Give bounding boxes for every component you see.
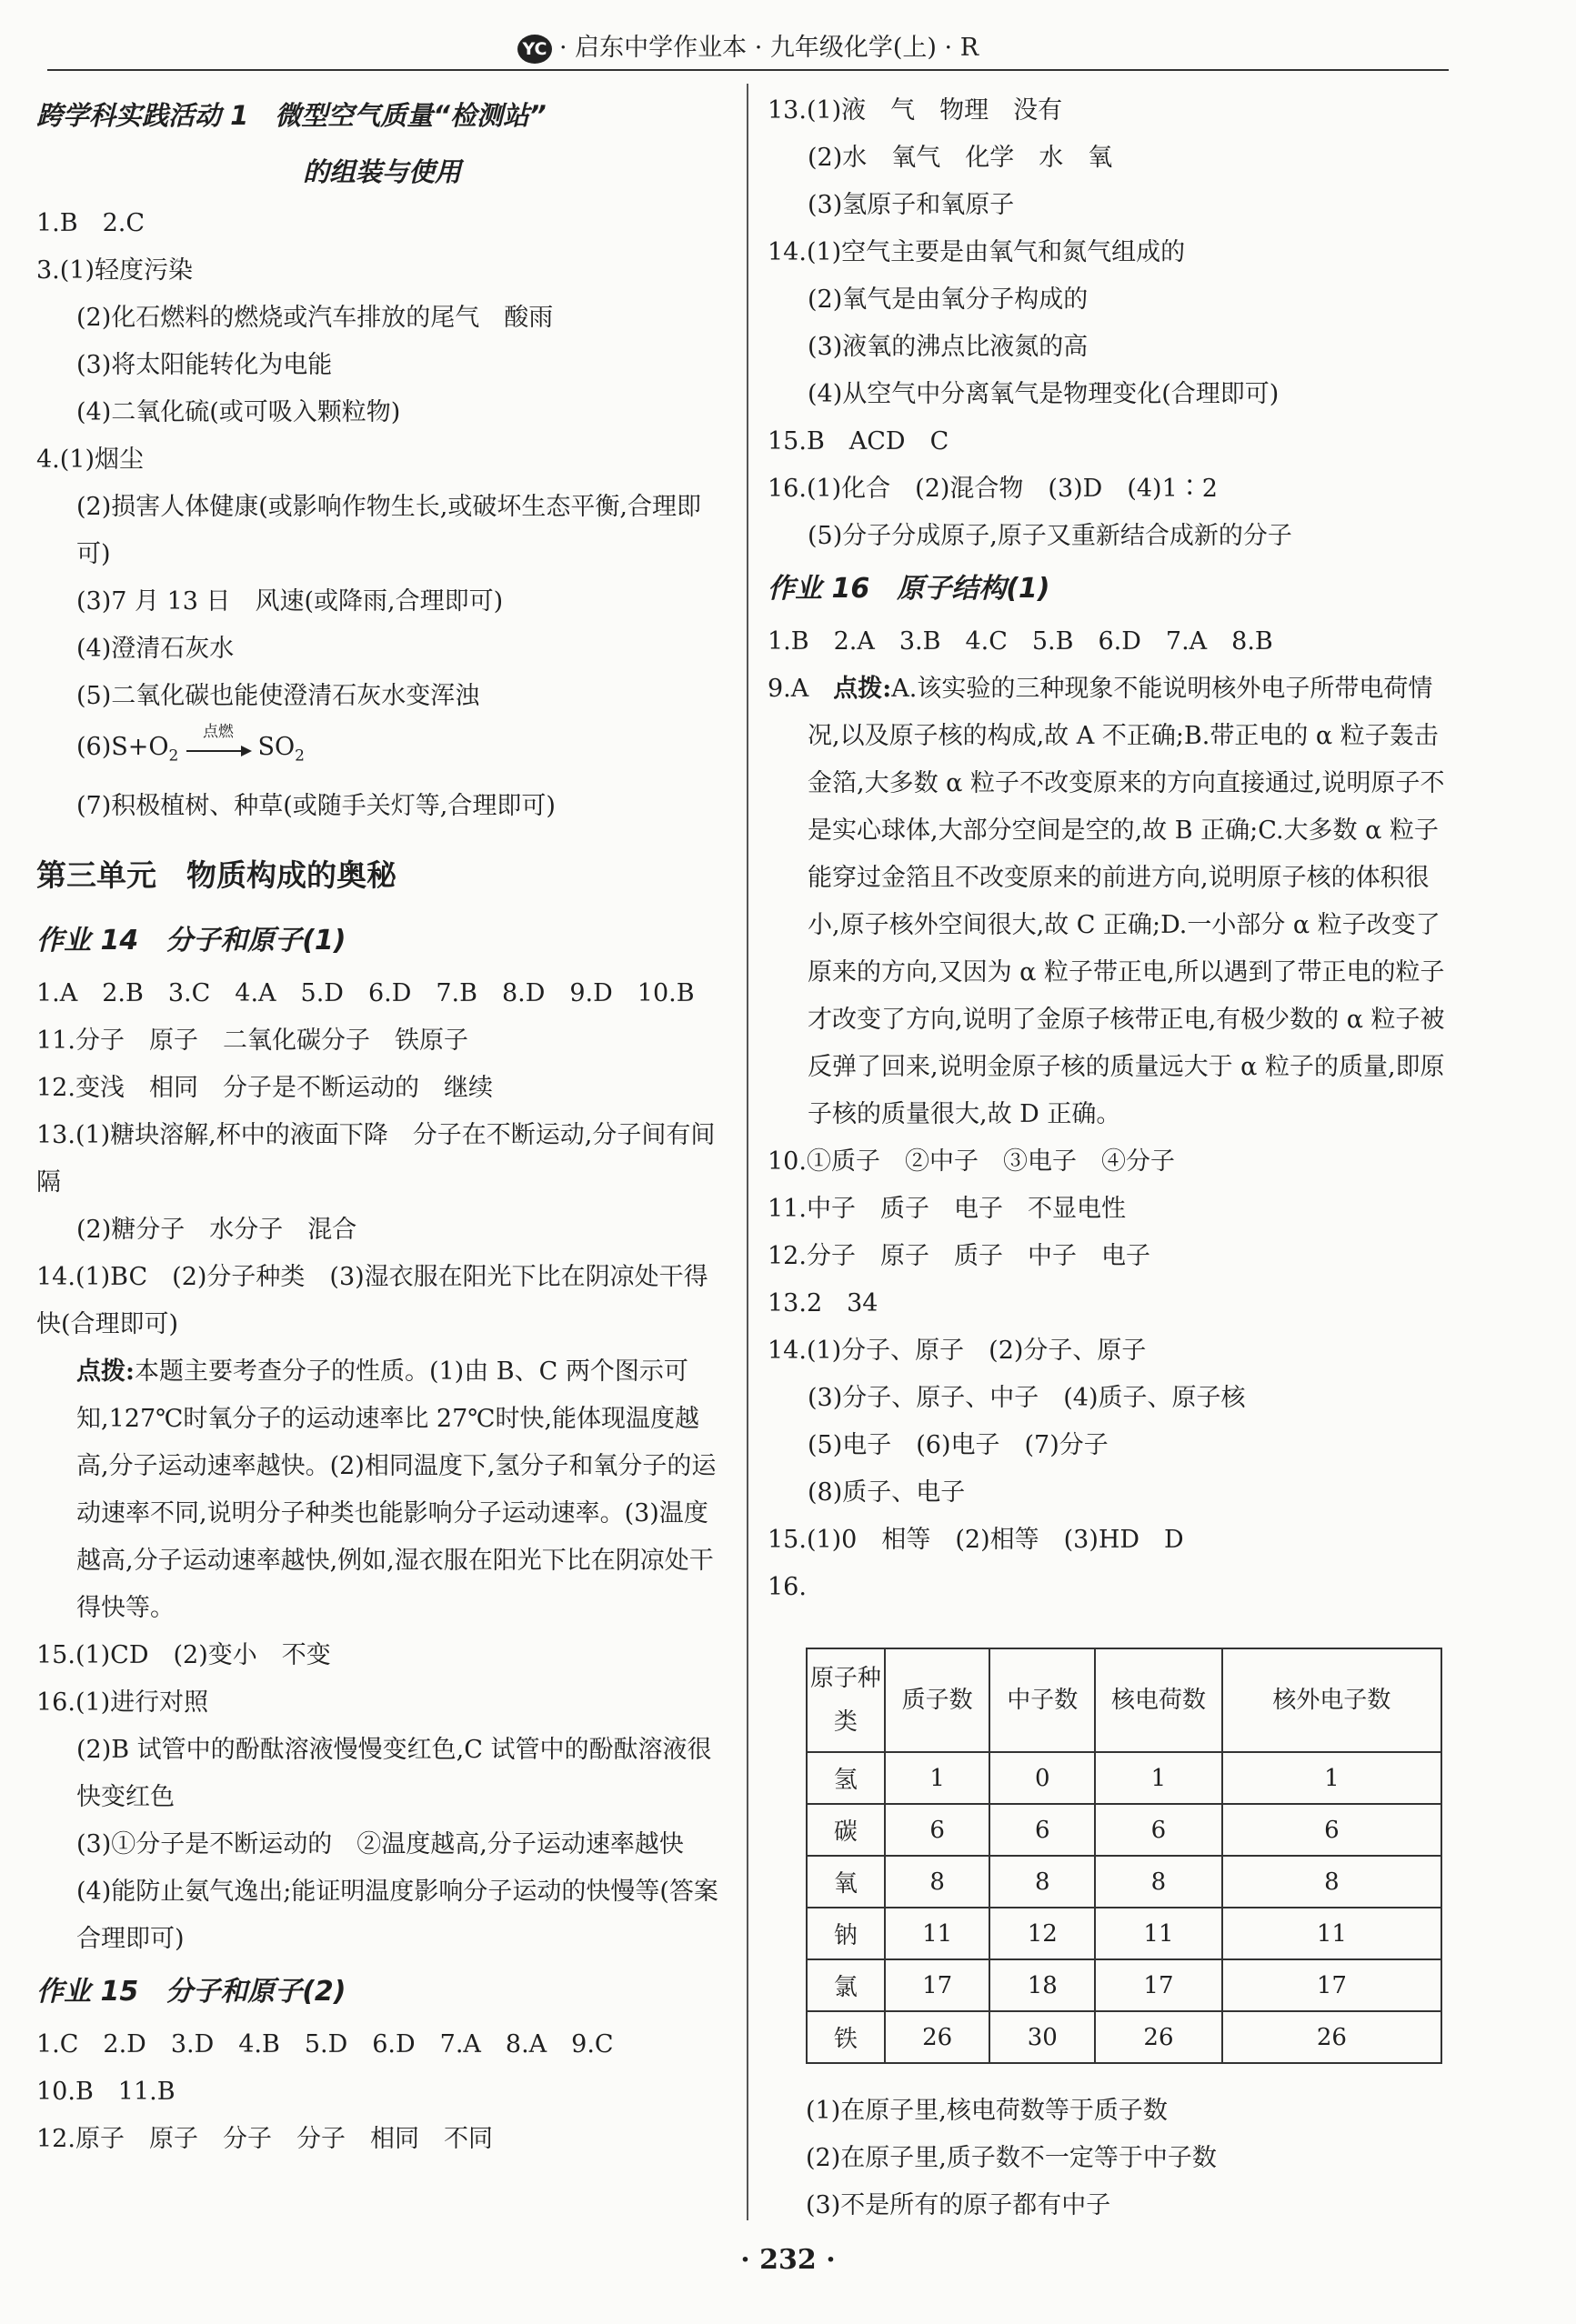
table-cell: 6	[885, 1804, 990, 1856]
answer-line: (2)损害人体健康(或影响作物生长,或破坏生态平衡,合理即可)	[76, 493, 701, 568]
table-cell: 8	[885, 1856, 990, 1908]
tip-label: 点拨:	[833, 675, 892, 703]
answer-line: 16.(1)化合 (2)混合物 (3)D (4)1∶2	[768, 475, 1218, 503]
answer-number: 9.A	[768, 675, 834, 703]
table-row	[807, 1752, 1441, 1804]
page-header	[47, 27, 1449, 71]
tip-text: 本题主要考查分子的性质。(1)由 B、C 两个图示可知,127℃时氧分子的运动速率比 27℃时快,能体现温度越高,分子运动速率越快。(2)相同温度下,氢分子和氧分子的运动速率不同,说明分子种类也能影响分子运动速率。(3)温度越高,分子运动速率越快,例如,湿衣服在阳光下比在阴凉处干得快等。	[76, 1357, 717, 1623]
table-cell: 0	[989, 1752, 1095, 1804]
answer-line: (3)①分子是不断运动的 ②温度越高,分子运动速率越快	[76, 1830, 684, 1859]
answer-line: 10.①质子 ②中子 ③电子 ④分子	[768, 1147, 1175, 1176]
chemical-equation	[36, 720, 728, 783]
table-cell: 8	[1095, 1856, 1222, 1908]
answer-line: 1.B 2.A 3.B 4.C 5.B 6.D 7.A 8.B	[768, 627, 1273, 656]
activity-title-line2: 的组装与使用	[302, 156, 461, 187]
equation-subscript: 2	[168, 746, 179, 766]
left-column	[36, 87, 728, 2163]
reaction-arrow	[186, 722, 250, 757]
homework-title: 作业 15 分子和原子(2)	[36, 1976, 346, 2008]
answer-line: (8)质子、电子	[808, 1478, 966, 1507]
answer-line: (2)糖分子 水分子 混合	[76, 1216, 357, 1245]
answer-line: 12.变浅 相同 分子是不断运动的 继续	[36, 1074, 493, 1103]
equation-product: SO	[257, 733, 296, 761]
tip-paragraph	[768, 666, 1459, 1138]
table-cell: 17	[1095, 1959, 1222, 2011]
equation-reactants: (6)S+O	[76, 733, 169, 761]
answer-line: (5)电子 (6)电子 (7)分子	[808, 1431, 1109, 1459]
header-title: · 启东中学作业本 · 九年级化学(上) · R	[558, 34, 979, 62]
answer-line: (5)分子分成原子,原子又重新结合成新的分子	[808, 522, 1292, 550]
table-cell: 11	[1095, 1908, 1222, 1959]
reaction-condition: 点燃	[202, 722, 234, 741]
column-header: 中子数	[989, 1648, 1095, 1752]
table-cell: 1	[885, 1752, 990, 1804]
tip-paragraph	[36, 1348, 728, 1632]
table-cell: 1	[1095, 1752, 1222, 1804]
answer-line: (3)将太阳能转化为电能	[76, 351, 333, 379]
answer-line: 14.(1)空气主要是由氧气和氮气组成的	[768, 238, 1186, 266]
table-cell: 6	[1222, 1804, 1441, 1856]
table-cell: 铁	[807, 2011, 885, 2063]
column-header: 核电荷数	[1095, 1648, 1222, 1752]
table-row	[807, 1959, 1441, 2011]
answer-line: (1)在原子里,核电荷数等于质子数	[806, 2097, 1168, 2125]
table-cell: 18	[989, 1959, 1095, 2011]
table-cell: 钠	[807, 1908, 885, 1959]
column-divider	[747, 84, 748, 2220]
table-row	[807, 2011, 1441, 2063]
answer-line: (2)氧气是由氧分子构成的	[808, 285, 1089, 314]
table-cell: 6	[989, 1804, 1095, 1856]
homework-title: 作业 16 原子结构(1)	[768, 573, 1050, 605]
answer-line: 1.A 2.B 3.C 4.A 5.D 6.D 7.B 8.D 9.D 10.B	[36, 979, 695, 1008]
answer-line: 14.(1)分子、原子 (2)分子、原子	[768, 1337, 1147, 1365]
answer-line: 13.2 34	[768, 1289, 878, 1317]
table-cell: 8	[989, 1856, 1095, 1908]
table-row	[807, 1856, 1441, 1908]
answer-line: 14.(1)BC (2)分子种类 (3)湿衣服在阳光下比在阴凉处干得快(合理即可)	[36, 1263, 708, 1339]
tip-text: A.该实验的三种现象不能说明核外电子所带电荷情况,以及原子核的构成,故 A 不正确;B.带正电的 α 粒子轰击金箔,大多数 α 粒子不改变原来的方向直接通过,说明原子不是实心球体,大部分空间是空的,故 B 正确;C.大多数 α 粒子能穿过金箔且不改变原来的前进方向,说明原子核的体积很小,原子核外空间很大,故 C 正确;D.一小部分 α 粒子改变了原来的方向,又因为 α 粒子带正电,所以遇到了带正电的粒子才改变了方向,说明了金原子核带正电,有极少数的 α 粒子被反弹了回来,说明金原子核的质量远大于 α 粒子的质量,即原子核的质量很大,故 D 正确。	[808, 675, 1445, 1128]
answer-line: 11.中子 质子 电子 不显电性	[768, 1195, 1126, 1223]
tip-label: 点拨:	[76, 1357, 135, 1387]
answer-line: 1.C 2.D 3.D 4.B 5.D 6.D 7.A 8.A 9.C	[36, 2030, 614, 2059]
table-cell: 12	[989, 1908, 1095, 1959]
table-cell: 氢	[807, 1752, 885, 1804]
table-conclusions	[806, 2088, 1461, 2229]
answer-line: (2)B 试管中的酚酞溶液慢慢变红色,C 试管中的酚酞溶液很快变红色	[76, 1736, 712, 1812]
homework-title: 作业 14 分子和原子(1)	[36, 925, 346, 957]
answer-line: (5)二氧化碳也能使澄清石灰水变浑浊	[76, 682, 480, 710]
answer-line: 3.(1)轻度污染	[36, 256, 194, 285]
answer-line: (3)不是所有的原子都有中子	[806, 2191, 1111, 2219]
answer-line: (3)液氧的沸点比液氮的高	[808, 333, 1089, 361]
right-column	[768, 87, 1459, 1611]
table-cell: 26	[885, 2011, 990, 2063]
table-cell: 30	[989, 2011, 1095, 2063]
page-number: · 232 ·	[740, 2244, 836, 2276]
answer-line: 15.B ACD C	[768, 427, 949, 456]
answer-line: 1.B 2.C	[36, 209, 146, 237]
table-cell: 氯	[807, 1959, 885, 2011]
answer-line: (2)在原子里,质子数不一定等于中子数	[806, 2144, 1217, 2172]
equation-subscript: 2	[295, 746, 305, 766]
answer-line: 15.(1)0 相等 (2)相等 (3)HD D	[768, 1526, 1184, 1554]
answer-line: 16.(1)进行对照	[36, 1688, 209, 1718]
answer-line: 13.(1)液 气 物理 没有	[768, 96, 1063, 125]
table-cell: 11	[1222, 1908, 1441, 1959]
table-cell: 17	[885, 1959, 990, 2011]
answer-line: 16.	[768, 1573, 807, 1601]
answer-line: 15.(1)CD (2)变小 不变	[36, 1641, 331, 1670]
table-cell: 1	[1222, 1752, 1441, 1804]
answer-line: 11.分子 原子 二氧化碳分子 铁原子	[36, 1027, 468, 1056]
column-header: 质子数	[885, 1648, 990, 1752]
publisher-logo: YC	[517, 35, 552, 64]
table-cell: 氧	[807, 1856, 885, 1908]
answer-line: 12.原子 原子 分子 分子 相同 不同	[36, 2125, 493, 2154]
activity-title-line1: 跨学科实践活动 1 微型空气质量“检测站”	[36, 100, 547, 131]
answer-line: (7)积极植树、种草(或随手关灯等,合理即可)	[76, 792, 556, 821]
table-header-row	[807, 1648, 1441, 1752]
answer-line: (3)7 月 13 日 风速(或降雨,合理即可)	[76, 587, 504, 616]
column-header: 原子种类	[807, 1648, 885, 1752]
answer-line: 12.分子 原子 质子 中子 电子	[768, 1242, 1150, 1270]
answer-line: (4)二氧化硫(或可吸入颗粒物)	[76, 398, 401, 426]
unit-title: 第三单元 物质构成的奥秘	[36, 857, 397, 894]
table-cell: 26	[1095, 2011, 1222, 2063]
column-header: 核外电子数	[1222, 1648, 1441, 1752]
table-cell: 8	[1222, 1856, 1441, 1908]
answer-line: (3)分子、原子、中子 (4)质子、原子核	[808, 1384, 1246, 1412]
answer-line: 13.(1)糖块溶解,杯中的液面下降 分子在不断运动,分子间有间隔	[36, 1121, 716, 1197]
table-cell: 17	[1222, 1959, 1441, 2011]
answer-line: 4.(1)烟尘	[36, 446, 145, 474]
answer-line: (4)澄清石灰水	[76, 635, 235, 663]
answer-line: (3)氢原子和氧原子	[808, 191, 1015, 219]
atom-table	[806, 1648, 1442, 2064]
answer-line: (2)化石燃料的燃烧或汽车排放的尾气 酸雨	[76, 304, 554, 332]
table-cell: 26	[1222, 2011, 1441, 2063]
answer-line: (4)从空气中分离氧气是物理变化(合理即可)	[808, 380, 1280, 408]
table-row	[807, 1908, 1441, 1959]
table-row	[807, 1804, 1441, 1856]
table-cell: 6	[1095, 1804, 1222, 1856]
answer-line: 10.B 11.B	[36, 2078, 176, 2107]
answer-line: (4)能防止氨气逸出;能证明温度影响分子运动的快慢等(答案合理即可)	[76, 1878, 718, 1954]
table-cell: 碳	[807, 1804, 885, 1856]
answer-line: (2)水 氧气 化学 水 氧	[808, 144, 1113, 172]
table-cell: 11	[885, 1908, 990, 1959]
